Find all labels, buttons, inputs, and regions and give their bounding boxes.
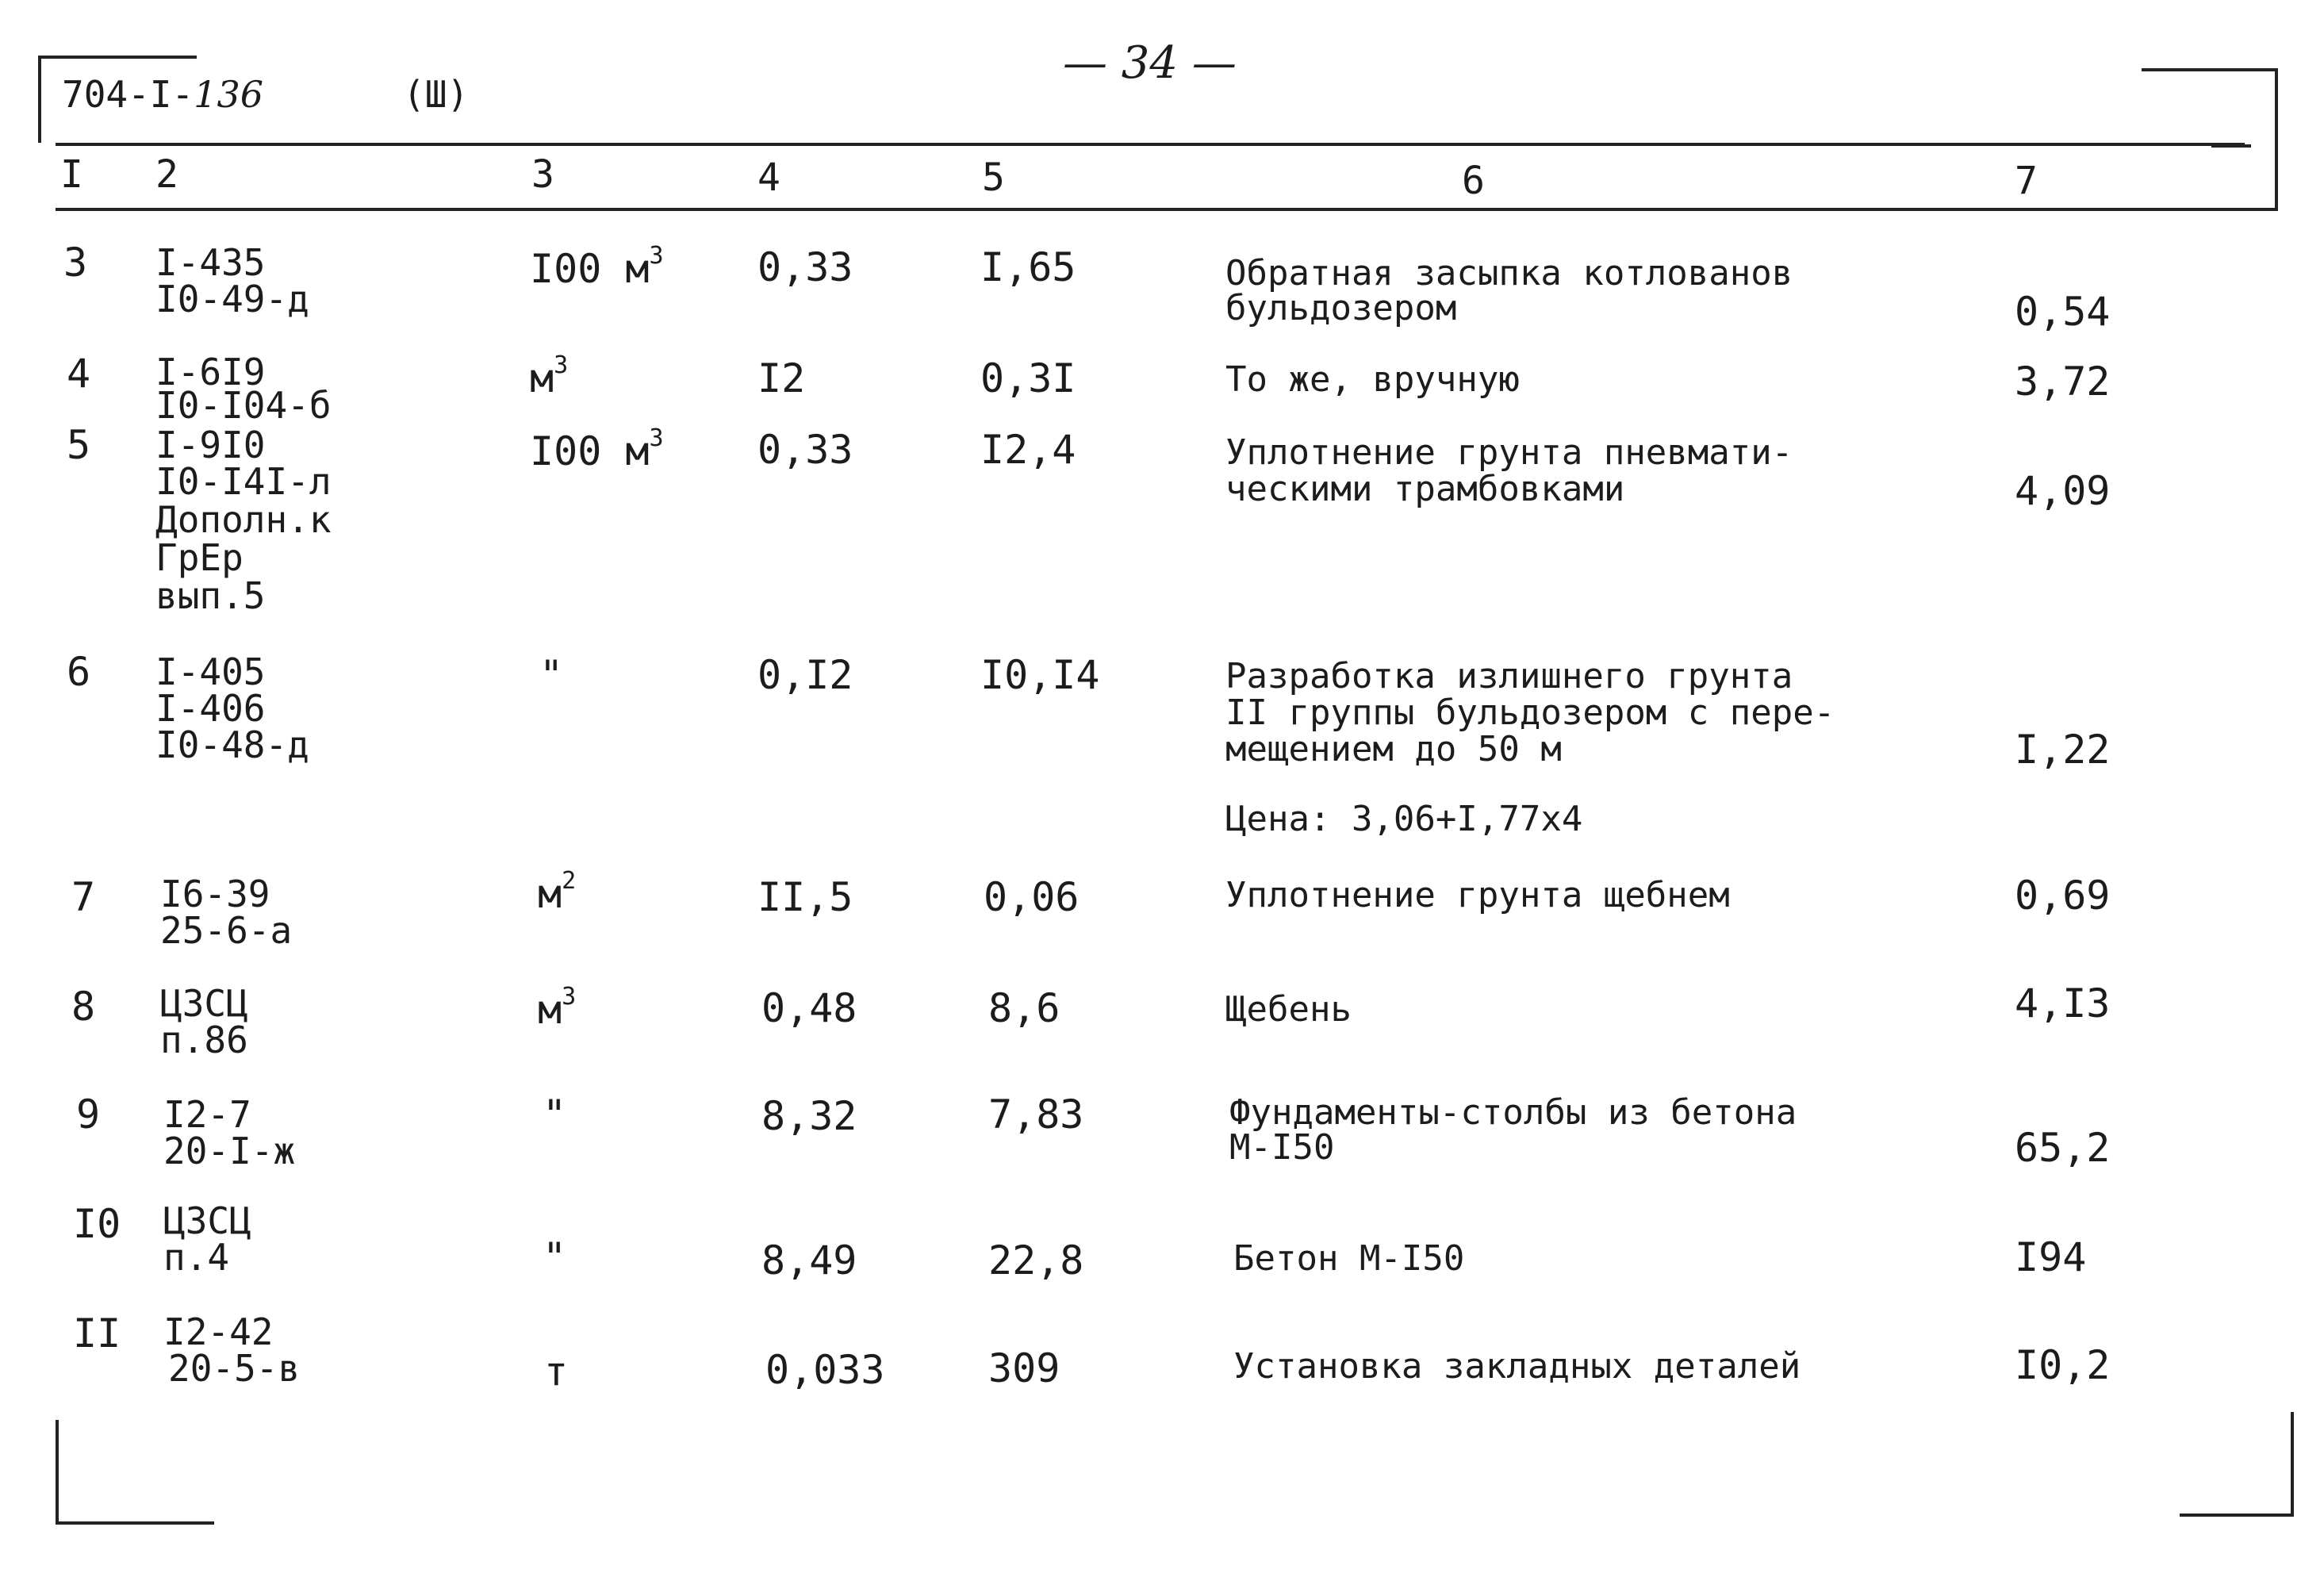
frame-left-bottom-edge: [56, 1420, 59, 1523]
description: Фундаменты-столбы из бетона: [1229, 1092, 1797, 1133]
document-code-printed: 704-I-: [62, 73, 194, 116]
column-header-7: 7: [2015, 159, 2038, 203]
unit-price: I0,I4: [980, 652, 1100, 698]
unit: $м^2$: [538, 867, 577, 917]
total: 3,72: [2015, 359, 2111, 405]
unit: ": [543, 1092, 567, 1138]
unit: I00 $м^3$: [530, 424, 664, 474]
description: бульдозером: [1225, 288, 1457, 328]
document-code-handwritten: 136: [194, 73, 263, 116]
total: 4,I3: [2015, 980, 2111, 1026]
frame-bottom-left-line: [56, 1521, 214, 1525]
row-number: 3: [63, 240, 88, 286]
price-note: Цена: 3,06+I,77х4: [1225, 799, 1583, 839]
norm-code: I-405: [155, 650, 266, 693]
column-header-5: 5: [982, 155, 1005, 200]
norm-code: I2-42: [163, 1310, 274, 1353]
norm-code: 25-6-а: [160, 909, 293, 952]
description: ческими трамбовками: [1225, 469, 1625, 509]
norm-code: I-9I0: [155, 424, 266, 466]
norm-code: ГрЕр: [155, 536, 244, 579]
frame-top-right-line: [2142, 68, 2278, 71]
quantity: I2: [757, 355, 806, 401]
description: Уплотнение грунта пневмати-: [1225, 432, 1793, 473]
column-header-6: 6: [1462, 159, 1485, 203]
norm-code: I0-I04-б: [155, 384, 332, 427]
column-header-rule: [56, 208, 2276, 211]
frame-left-top-edge: [38, 56, 41, 143]
unit-price: 22,8: [988, 1237, 1084, 1283]
row-number: 6: [67, 649, 91, 695]
unit-price: 0,3I: [980, 355, 1076, 401]
total: I94: [2015, 1234, 2087, 1280]
column-header-1: I: [60, 152, 83, 197]
quantity: 8,32: [761, 1093, 857, 1139]
row-number: 5: [67, 422, 91, 468]
description: II группы бульдозером с пере-: [1225, 693, 1835, 733]
unit: $м^3$: [538, 983, 577, 1033]
norm-code: I0-I4I-л: [155, 460, 332, 503]
total: 0,54: [2015, 289, 2111, 335]
quantity: 0,33: [757, 427, 853, 473]
unit-price: I,65: [980, 244, 1076, 290]
description: Разработка излишнего грунта: [1225, 656, 1793, 696]
description: Щебень: [1225, 989, 1352, 1030]
norm-code: I2-7: [163, 1093, 251, 1136]
description: М-I50: [1229, 1127, 1335, 1168]
description: Бетон М-I50: [1233, 1238, 1465, 1279]
total: I0,2: [2015, 1342, 2111, 1388]
norm-code: I6-39: [160, 873, 270, 915]
total: I,22: [2015, 727, 2111, 773]
norm-code: Дополн.к: [155, 498, 332, 541]
page-number: — 34 —: [1063, 37, 1237, 89]
norm-code: I-6I9: [155, 351, 266, 393]
norm-code: 20-I-ж: [163, 1130, 296, 1172]
norm-code: вып.5: [155, 574, 266, 617]
frame-right-top-edge: [2275, 68, 2278, 211]
description: То же, вручную: [1225, 359, 1520, 400]
total: 65,2: [2015, 1125, 2111, 1171]
document-code: [62, 73, 263, 116]
frame-right-bottom-edge: [2291, 1412, 2294, 1515]
unit: ": [543, 1234, 567, 1280]
total: 4,09: [2015, 468, 2111, 514]
unit: $м^3$: [530, 351, 569, 401]
quantity: 0,I2: [757, 652, 853, 698]
quantity: 0,48: [761, 985, 857, 1031]
unit: т: [544, 1349, 569, 1395]
norm-code: 20-5-в: [168, 1347, 301, 1390]
row-number: 8: [71, 984, 96, 1030]
norm-code: п.4: [163, 1236, 230, 1279]
row-number: 4: [67, 351, 91, 397]
header-rule: [56, 143, 2245, 146]
unit-price: 7,83: [988, 1092, 1084, 1138]
frame-bottom-right-line: [2180, 1514, 2294, 1517]
column-header-3: 3: [531, 152, 554, 197]
quantity: II,5: [757, 874, 853, 920]
frame-top-left-line: [38, 56, 197, 59]
norm-code: I0-48-д: [155, 723, 309, 766]
norm-code: ЦЗСЦ: [163, 1199, 251, 1242]
header-rule-dash: [2211, 144, 2251, 148]
description: мещением до 50 м: [1225, 729, 1562, 769]
section-mark: (Ш): [403, 73, 470, 116]
unit-price: 8,6: [988, 985, 1060, 1031]
norm-code: п.86: [160, 1019, 248, 1061]
norm-code: I0-49-д: [155, 278, 309, 320]
quantity: 0,33: [757, 244, 853, 290]
quantity: 0,033: [765, 1347, 885, 1393]
column-header-2: 2: [155, 152, 178, 197]
unit: I00 $м^3$: [530, 242, 664, 292]
norm-code: I-435: [155, 241, 266, 284]
unit-price: 0,06: [984, 874, 1080, 920]
norm-code: ЦЗСЦ: [160, 982, 248, 1025]
row-number: 7: [71, 874, 96, 920]
description: Обратная засыпка котлованов: [1225, 253, 1793, 293]
quantity: 8,49: [761, 1237, 857, 1283]
unit: ": [539, 652, 564, 698]
column-header-4: 4: [757, 155, 780, 200]
row-number: 9: [76, 1092, 101, 1138]
row-number: II: [73, 1310, 121, 1356]
description: Уплотнение грунта щебнем: [1225, 875, 1730, 915]
total: 0,69: [2015, 873, 2111, 919]
unit-price: I2,4: [980, 427, 1076, 473]
unit-price: 309: [988, 1345, 1060, 1391]
description: Установка закладных деталей: [1233, 1346, 1801, 1387]
row-number: I0: [73, 1201, 121, 1247]
norm-code: I-406: [155, 687, 266, 730]
